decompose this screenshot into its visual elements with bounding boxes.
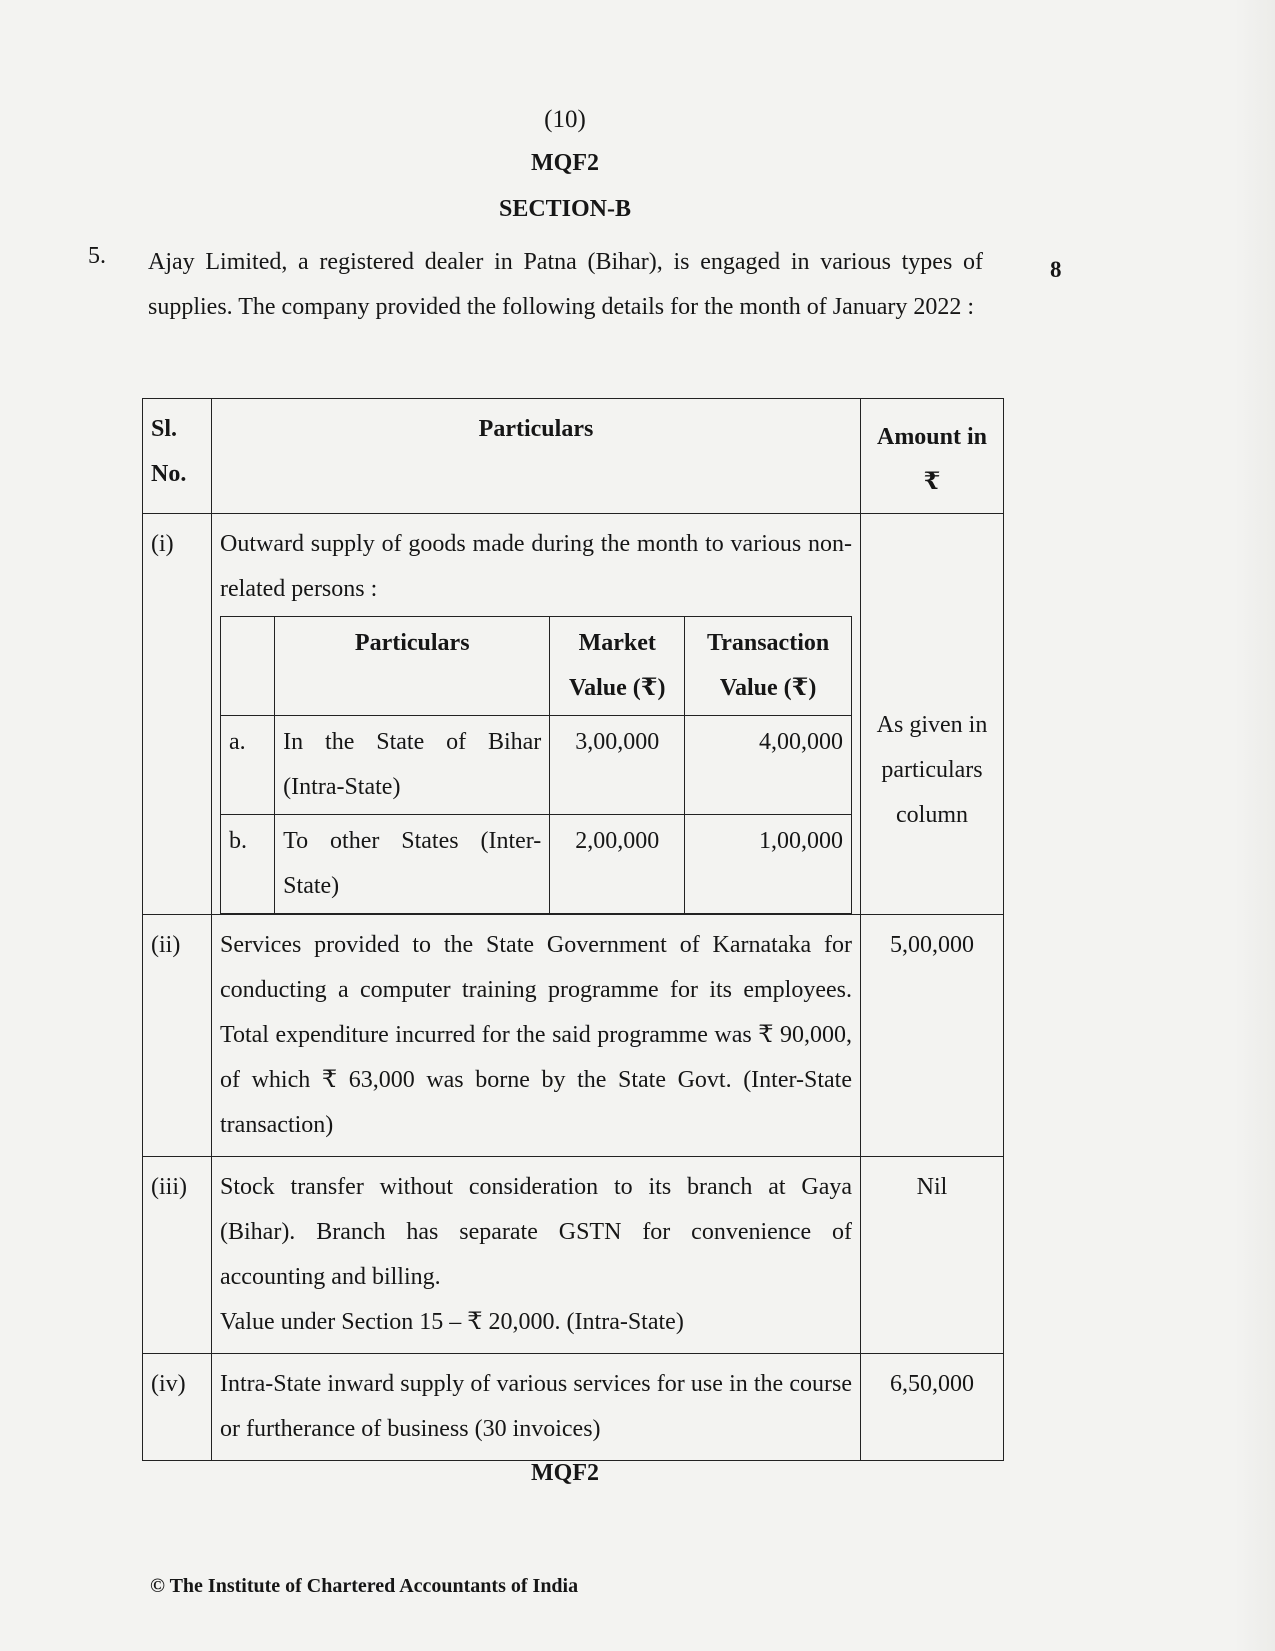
row-amount: As given in particulars column <box>861 514 1004 915</box>
subtable-row-market-value: 2,00,000 <box>550 815 685 914</box>
outward-supply-subtable <box>220 616 852 914</box>
row-particulars: Stock transfer without consideration to its branch at Gaya (Bihar). Branch has separate GSTN for convenience of accounting and billing. <box>220 1174 852 1290</box>
subtable-row-transaction-value: 1,00,000 <box>685 815 852 914</box>
page-number: (10) <box>544 106 586 133</box>
row-amount: Nil <box>861 1157 1004 1354</box>
section-title: SECTION-B <box>498 196 632 222</box>
question-number: 5. <box>88 243 106 269</box>
row-particulars: Services provided to the State Government of Karnataka for conducting a computer training programme for its employees. Total expenditure incurred for the said programme was ₹ 90,000, of which ₹ 63,000 was borne by the State Govt. (Inter-State transaction) <box>212 915 861 1157</box>
subtable-row-particulars: To other States (Inter-State) <box>275 815 550 914</box>
subtable-row <box>221 815 852 914</box>
row-sl: (i) <box>143 514 212 915</box>
subtable-row <box>221 716 852 815</box>
header-amount: Amount in ₹ <box>861 399 1004 514</box>
subtable-header-market-value: Market Value (₹) <box>550 617 685 716</box>
table-row <box>143 1354 1004 1461</box>
subtable-row-label: a. <box>221 716 275 815</box>
row-amount: 6,50,000 <box>861 1354 1004 1461</box>
row-particulars-extra: Value under Section 15 – ₹ 20,000. (Intra-State) <box>220 1309 684 1335</box>
table-row <box>143 1157 1004 1354</box>
scan-edge-shadow <box>1235 0 1275 1651</box>
supplies-table <box>142 398 1004 1461</box>
paper-code-bottom: MQF2 <box>531 1460 599 1486</box>
row-sl: (iii) <box>143 1157 212 1354</box>
subtable-row-transaction-value: 4,00,000 <box>685 716 852 815</box>
paper-code-top: MQF2 <box>531 150 599 176</box>
row-amount: 5,00,000 <box>861 915 1004 1157</box>
row-sl: (ii) <box>143 915 212 1157</box>
row-particulars: Outward supply of goods made during the month to various non-related persons : <box>220 531 852 602</box>
table-row <box>143 915 1004 1157</box>
question-text: Ajay Limited, a registered dealer in Patna (Bihar), is engaged in various types of supplies. The company provided the following details for the month of January 2022 : <box>148 249 983 320</box>
subtable-row-particulars: In the State of Bihar (Intra-State) <box>275 716 550 815</box>
subtable-header-blank <box>221 617 275 716</box>
subtable-row-label: b. <box>221 815 275 914</box>
copyright-notice: © The Institute of Chartered Accountants of India <box>150 1575 579 1597</box>
header-particulars: Particulars <box>212 399 861 514</box>
subtable-header-transaction-value: Transaction Value (₹) <box>685 617 852 716</box>
row-sl: (iv) <box>143 1354 212 1461</box>
header-sl-no: Sl. No. <box>143 399 212 514</box>
row-particulars-cell <box>212 514 861 915</box>
row-particulars: Intra-State inward supply of various services for use in the course or furtherance of business (30 invoices) <box>212 1354 861 1461</box>
row-particulars-cell <box>212 1157 861 1354</box>
subtable-row-market-value: 3,00,000 <box>550 716 685 815</box>
subtable-header-particulars: Particulars <box>275 617 550 716</box>
question-marks: 8 <box>1050 257 1062 282</box>
table-row <box>143 514 1004 915</box>
subtable-header-row <box>221 617 852 716</box>
table-header-row <box>143 399 1004 514</box>
